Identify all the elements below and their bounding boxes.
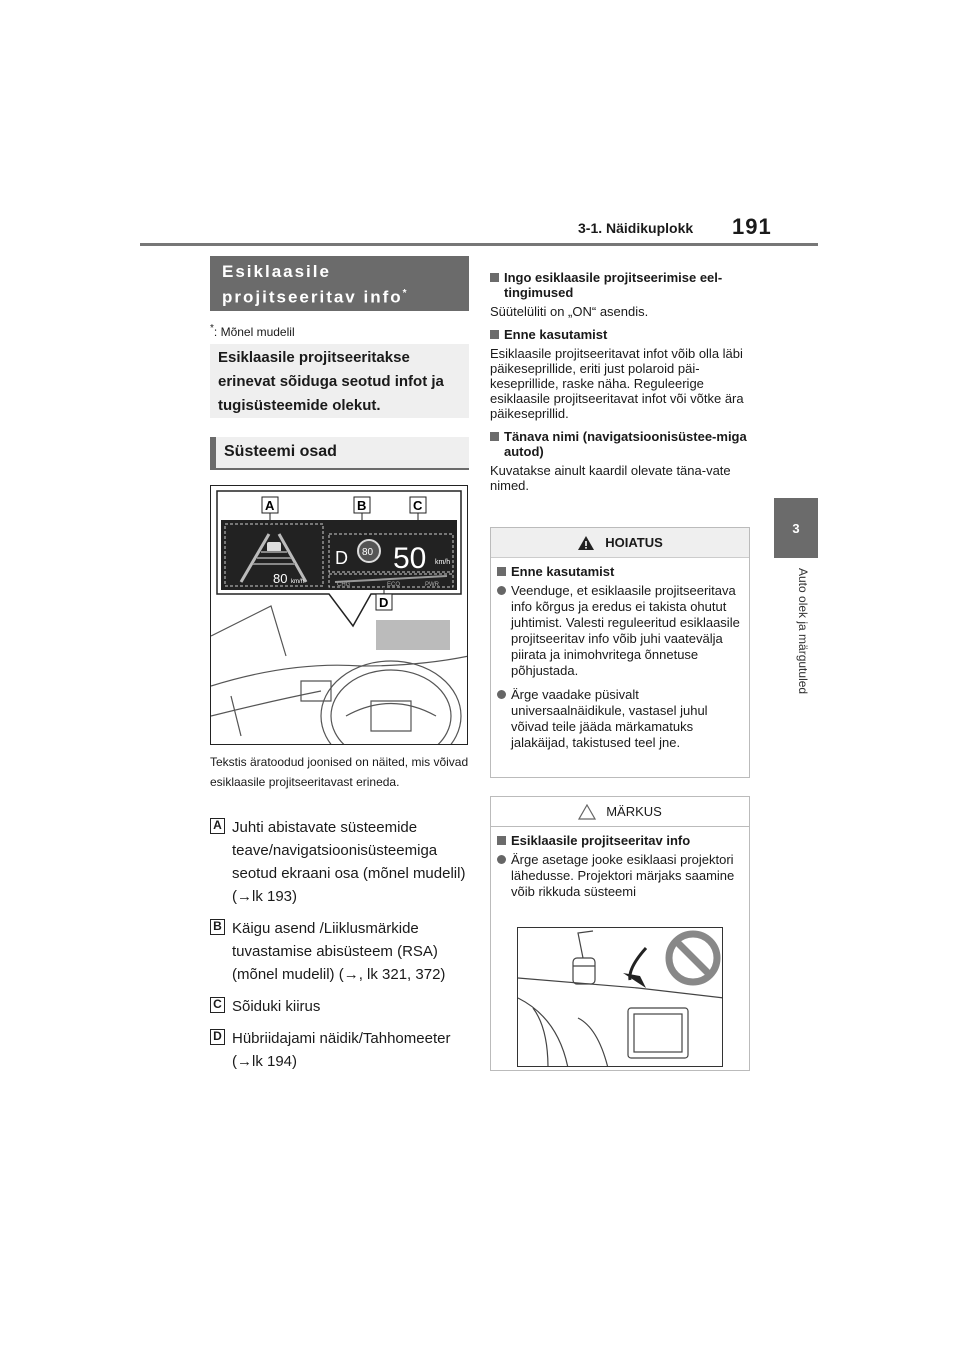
summary-box: Esiklaasile projitseeritakse erinevat sõiduga seotud infot ja tugisüsteemide olekut. — [210, 344, 469, 418]
callout-c-label: C — [413, 498, 423, 513]
hud-illustration-svg — [211, 486, 468, 745]
item-text: Hübriidajami näidik/Tahhomeeter (→lk 194) — [232, 1030, 451, 1070]
item-text: Juhti abistavate süsteemide teave/navigatsioonisüsteemiga seotud ekraani osa (mõnel mudelil) (→lk 193) — [232, 819, 466, 905]
warning-heading — [497, 564, 743, 579]
section-heading — [490, 270, 752, 300]
item-letter-b: B — [210, 919, 225, 935]
speed-limit-value: 80 — [362, 547, 374, 558]
section-body: Kuvatakse ainult kaardil olevate täna-vate nimed. — [490, 463, 731, 493]
footnote — [210, 323, 295, 339]
warning-bullet — [497, 687, 743, 751]
item-letter-d: D — [210, 1029, 225, 1045]
footnote-mark: * — [210, 323, 214, 334]
square-bullet-icon — [490, 330, 499, 339]
projected-area — [376, 620, 450, 650]
chapter-title: Auto olek ja märgutuled — [796, 568, 810, 695]
list-item — [210, 816, 475, 908]
gauge-label-pwr: PWR — [425, 582, 439, 588]
square-bullet-icon — [497, 836, 506, 845]
section-heading-text: Ingo esiklaasile projitseerimise eel-tingimused — [504, 270, 723, 300]
warning-heading-text: Enne kasutamist — [511, 564, 615, 579]
dot-bullet-icon — [497, 855, 506, 864]
section-body: Süütelüliti on „ON“ asendis. — [490, 304, 649, 319]
gauge-label-eco: ECO — [387, 582, 401, 588]
hud-illustration — [210, 485, 468, 745]
warning-triangle-icon — [577, 535, 595, 551]
notice-title: MÄRKUS — [606, 804, 662, 819]
figure-caption: Tekstis äratoodud joonised on näited, mis võivad esiklaasile projitseeritavast erineda. — [210, 755, 469, 789]
callout-d-label: D — [379, 595, 389, 610]
section-heading — [490, 327, 752, 342]
header-rule — [140, 243, 818, 246]
speed-unit: km/h — [435, 559, 451, 566]
warning-bullet-text: Veenduge, et esiklaasile projitseeritava info kõrgus ja eredus ei takista ohutut juhtimist. Valesti reguleeritud esiklaasile projitseeritav info võib juhi vaatevälja piirata ja inimohvritega õnnetuse põhjustada. — [511, 583, 740, 678]
notice-box — [490, 796, 750, 1071]
notice-bullet — [497, 852, 743, 900]
parts-list — [210, 816, 475, 1082]
notice-triangle-icon — [578, 804, 596, 820]
dot-bullet-icon — [497, 690, 506, 699]
chapter-tab: 3 — [774, 498, 818, 558]
section-body: Esiklaasile projitseeritavat infot võib olla läbi päikeseprillide, eriti just polaroid päi-keseprillide, raske näha. Reguleerige esiklaasile projitseeritavat infot või võtke ära päikeseprillid. — [490, 346, 744, 421]
conditions-section — [490, 270, 752, 501]
acc-unit: km/h — [291, 579, 305, 585]
page-number: 191 — [732, 214, 772, 239]
warning-bullet-text: Ärge vaadake püsivalt universaalnäidikule, vastasel juhul võivad teile jääda märkamatuks jalakäijad, takistused teel jne. — [511, 687, 708, 750]
subheading: Süsteemi osad — [210, 437, 469, 470]
square-bullet-icon — [490, 273, 499, 282]
notice-heading — [497, 833, 743, 848]
item-letter-a: A — [210, 818, 225, 834]
warning-bullet — [497, 583, 743, 679]
warning-body — [491, 558, 749, 765]
warning-title-bar — [491, 528, 749, 558]
callout-b-label: B — [357, 498, 367, 513]
main-heading-mark: * — [402, 288, 409, 299]
list-item — [210, 995, 475, 1018]
section-title: 3-1. Näidikuplokk — [578, 220, 694, 236]
car-icon — [267, 542, 281, 552]
item-letter-c: C — [210, 997, 225, 1013]
item-text: Käigu asend /Liiklusmärkide tuvastamise abisüsteem (RSA) (mõnel mudelil) (→, lk 321, 372) — [232, 920, 446, 983]
list-item — [210, 917, 475, 986]
main-heading — [210, 256, 469, 311]
warning-box — [490, 527, 750, 778]
notice-heading-text: Esiklaasile projitseeritav info — [511, 833, 691, 848]
notice-illustration — [517, 927, 723, 1067]
square-bullet-icon — [490, 432, 499, 441]
callout-a-label: A — [265, 498, 275, 513]
notice-bullet-text: Ärge asetage jooke esiklaasi projektori lähedusse. Projektori märjaks saamine võib rikkuda süsteemi — [511, 852, 735, 899]
square-bullet-icon — [497, 567, 506, 576]
warning-title: HOIATUS — [605, 535, 663, 550]
vehicle-speed: 50 — [393, 542, 427, 575]
list-item — [210, 1027, 475, 1073]
gauge-label-chg: CHG — [337, 582, 351, 588]
notice-body — [491, 827, 749, 914]
gear-position: D — [335, 548, 348, 568]
footnote-text: : Mõnel mudelil — [213, 325, 295, 339]
main-heading-text: Esiklaasile projitseeritav info — [222, 262, 403, 307]
notice-illustration-svg — [518, 928, 723, 1067]
item-text: Sõiduki kiirus — [232, 998, 321, 1015]
notice-title-bar — [491, 797, 749, 827]
dot-bullet-icon — [497, 586, 506, 595]
acc-speed: 80 — [273, 571, 288, 586]
section-heading — [490, 429, 752, 459]
section-heading-text: Tänava nimi (navigatsioonisüstee-miga autod) — [504, 429, 747, 459]
section-heading-text: Enne kasutamist — [504, 327, 608, 342]
